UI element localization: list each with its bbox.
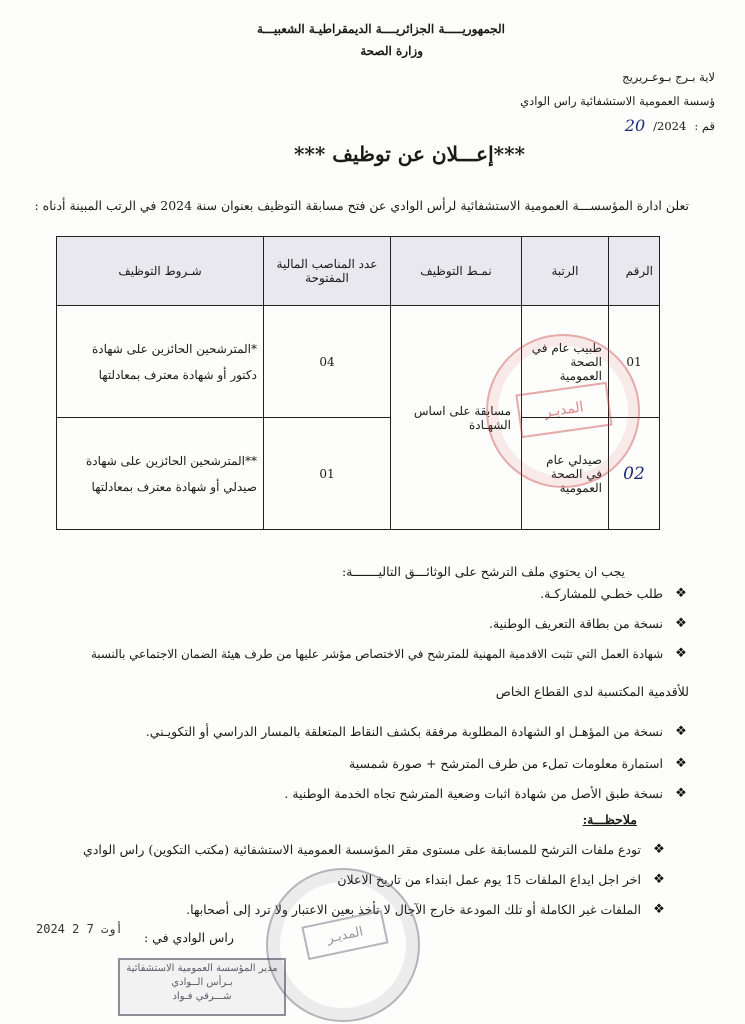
list-item [489, 616, 689, 631]
page-title: ***إعـــلان عن توظيف *** [293, 142, 525, 166]
diamond-bullet-icon: ❖ [653, 842, 665, 857]
header-reference [625, 116, 715, 135]
footer-place: راس الوادي في : [144, 930, 234, 945]
diamond-bullet-icon: ❖ [675, 724, 687, 739]
requirement-text: نسخة طبق الأصل من شهادة اثبات وضعية المترشح تجاه الخدمة الوطنية . [284, 786, 663, 801]
list-item [91, 646, 689, 661]
reference-handwritten: 20 [624, 116, 646, 135]
diamond-bullet-icon: ❖ [675, 616, 687, 631]
stamp-label: المديـر [515, 382, 612, 438]
official-stamp-red [486, 334, 640, 488]
note-text: تودع ملفات الترشح للمسابقة على مستوى مقر المؤسسة العمومية الاستشفائية (مكتب التكوين) راس الوادي [83, 842, 641, 857]
requirement-text: نسخة من بطاقة التعريف الوطنية. [488, 616, 663, 631]
row-posts: 04 [264, 306, 391, 418]
header-ministry: وزارة الصحة [360, 44, 423, 58]
header-wilaya: لاية بـرج بـوعـريريج [622, 70, 715, 84]
table-header-row [57, 237, 660, 306]
header-rank: الرتبة [522, 237, 609, 306]
diamond-bullet-icon: ❖ [675, 646, 687, 661]
list-item [83, 842, 667, 857]
director-stamp-line: شـــرقي فـواد [172, 991, 232, 1002]
official-stamp-gray [266, 868, 420, 1022]
diamond-bullet-icon: ❖ [675, 786, 687, 801]
list-item [284, 786, 689, 801]
row-conditions: *المترشحين الحائزين على شهادة دكتور أو شهادة معترف بمعادلتها [57, 306, 264, 418]
row-rank: طبيب عام في الصحة العمومية [522, 306, 609, 418]
requirement-text: شهادة العمل التي تثبت الاقدمية المهنية للمترشح في الاختصاص مؤشر عليها من طرف هيئة الضمان الاجتماعي بالنسبة [90, 646, 663, 661]
row-rank: صيدلي عام في الصحة العمومية [522, 418, 609, 530]
list-item [540, 586, 689, 601]
header-num: الرقم [609, 237, 660, 306]
diamond-bullet-icon: ❖ [675, 756, 687, 771]
row-num: 02 [609, 418, 660, 530]
row-num: 01 [609, 306, 660, 418]
list-item [146, 724, 689, 739]
list-item [349, 756, 689, 771]
requirement-continuation: للأقدمية المكتسبة لدى القطاع الخاص [495, 684, 689, 699]
diamond-bullet-icon: ❖ [653, 902, 665, 917]
header-republic: الجمهوريـــــة الجزائريــــة الديمقراطيـة الشعبيـــة [257, 22, 505, 36]
intro-paragraph: تعلن ادارة المؤسســـة العمومية الاستشفائية لرأس الوادي عن فتح مسابقة التوظيف بعنوان سنة 2024 في الرتب المبينة أدناه : [34, 198, 689, 213]
row-posts: 01 [264, 418, 391, 530]
note-text: الملفات غير الكاملة أو تلك المودعة خارج الآجال لا تأخذ بعين الاعتبار ولا ترد إلى أصحابها. [186, 902, 641, 917]
header-institution: ؤسسة العمومية الاستشفائية راس الوادي [520, 94, 715, 108]
director-stamp-line: بـرأس الــوادي [171, 977, 233, 988]
list-item [186, 902, 667, 917]
date-stamp: 2024 أوت 7 2 [36, 922, 123, 936]
stamp-label: المديـر [301, 910, 388, 960]
requirement-text: استمارة معلومات تملء من طرف المترشح + صورة شمسية [349, 756, 663, 771]
requirements-heading: يجب ان يحتوي ملف الترشح على الوثائـــق التاليـــــــة: [341, 564, 625, 579]
notes-heading: ملاحظـــة: [582, 812, 637, 827]
reference-year: 2024/ [653, 118, 687, 133]
director-signature-stamp [118, 958, 286, 1016]
requirement-text: طلب خطـي للمشاركـة. [540, 586, 663, 601]
reference-label: قم : [694, 118, 715, 133]
note-text: اخر اجل ايداع الملفات 15 يوم عمل ابتداء من تاريخ الاعلان [337, 872, 641, 887]
header-conditions: شـروط التوظيف [57, 237, 264, 306]
header-posts: عدد المناصب المالية المفتوحة [264, 237, 391, 306]
requirement-text: نسخة من المؤهـل او الشهادة المطلوبة مرفقة بكشف النقاط المتعلقة بالمسار الدراسي أو التكويـني. [145, 724, 663, 739]
diamond-bullet-icon: ❖ [653, 872, 665, 887]
row-conditions: **المترشحين الحائزين على شهادة صيدلي أو شهادة معترف بمعادلتها [57, 418, 264, 530]
header-mode: نمـط التوظيف [391, 237, 522, 306]
diamond-bullet-icon: ❖ [675, 586, 687, 601]
director-stamp-line: مدير المؤسسة العمومية الاستشفائية [126, 963, 278, 974]
row-mode: مسابقة على اساس الشهـادة [391, 306, 522, 530]
